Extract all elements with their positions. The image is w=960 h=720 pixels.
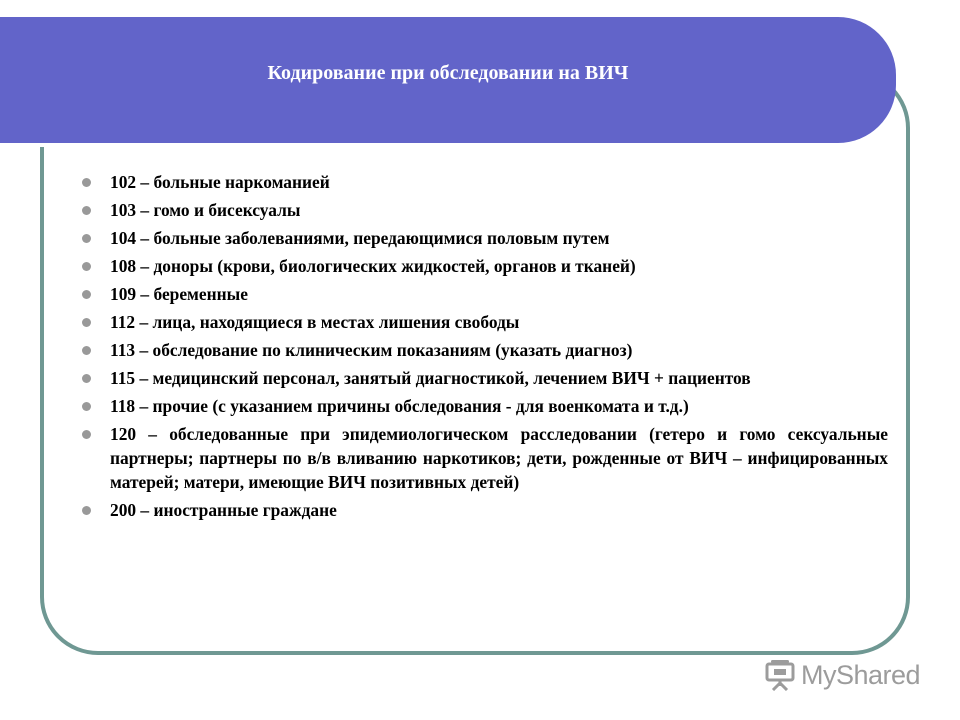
list-item-text: 102 – больные наркоманией [110,172,330,192]
bullet-icon [82,346,91,355]
bullet-icon [82,234,91,243]
list-item [82,498,888,522]
list-item-text: 104 – больные заболеваниями, передающимися половым путем [110,228,610,248]
header-divider [0,143,848,147]
code-list [82,170,888,526]
bullet-icon [82,262,91,271]
list-item-text: 200 – иностранные граждане [110,500,337,520]
bullet-icon [82,506,91,515]
list-item-text: 115 – медицинский персонал, занятый диагностикой, лечением ВИЧ + пациентов [110,368,751,388]
list-item-text: 113 – обследование по клиническим показаниям (указать диагноз) [110,340,633,360]
bullet-icon [82,206,91,215]
bullet-icon [82,402,91,411]
list-item-text: 112 – лица, находящиеся в местах лишения свободы [110,312,520,332]
list-item [82,282,888,306]
list-item-text: 103 – гомо и бисексуалы [110,200,301,220]
watermark-text: MyShared [801,659,921,690]
list-item [82,254,888,278]
list-item [82,170,888,194]
list-item [82,422,888,494]
bullet-icon [82,290,91,299]
list-item [82,366,888,390]
bullet-icon [82,318,91,327]
list-item [82,226,888,250]
list-item [82,394,888,418]
bullet-icon [82,178,91,187]
list-item-text: 118 – прочие (с указанием причины обследования - для военкомата и т.д.) [110,396,689,416]
myshared-watermark [765,655,920,695]
bullet-icon [82,374,91,383]
list-item [82,338,888,362]
slide-header [0,17,896,143]
list-item [82,310,888,334]
slide-title: Кодирование при обследовании на ВИЧ [267,62,629,84]
presentation-board-icon [765,659,795,691]
list-item [82,198,888,222]
list-item-text: 120 – обследованные при эпидемиологическом расследовании (гетеро и гомо сексуальные партнеры; партнеры по в/в вливанию наркотиков; дети, рожденные от ВИЧ – инфицированных матерей; матери, имеющие ВИЧ позитивных детей) [110,424,888,492]
bullet-icon [82,430,91,439]
list-item-text: 109 – беременные [110,284,248,304]
list-item-text: 108 – доноры (крови, биологических жидкостей, органов и тканей) [110,256,636,276]
